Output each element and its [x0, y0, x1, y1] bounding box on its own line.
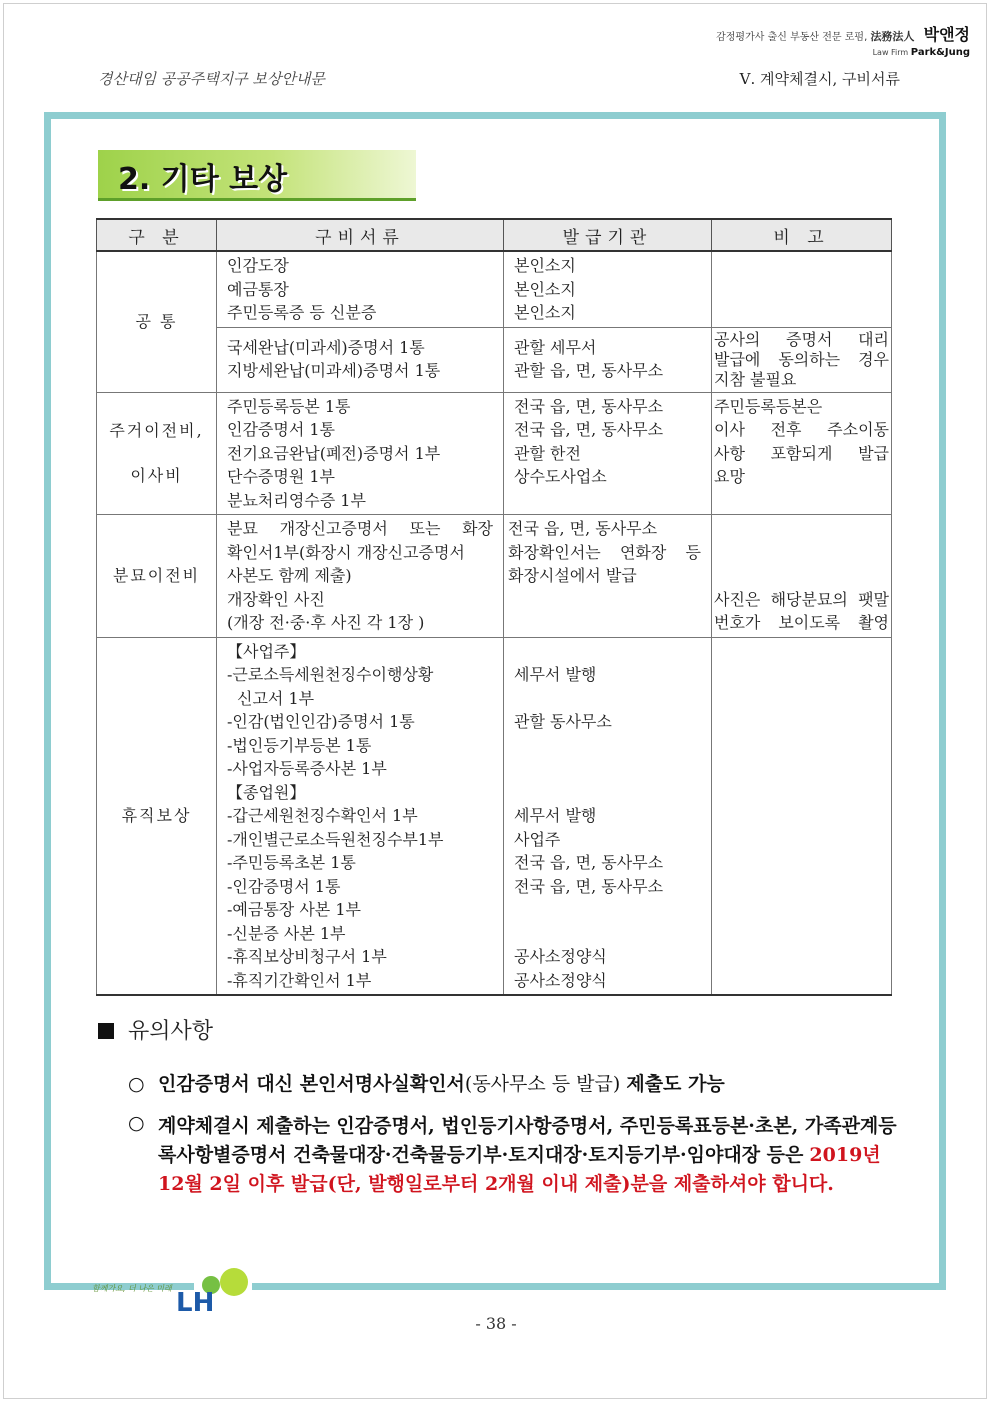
- chapter-title: Ⅴ. 계약체결시, 구비서류: [739, 70, 900, 88]
- issuer-item: 본인소지: [514, 279, 576, 299]
- document-item: 예금통장: [227, 279, 289, 299]
- remark-item: 요망: [714, 467, 745, 486]
- issuer-item: 관할 한전: [514, 443, 581, 463]
- remarks-cell: [712, 637, 892, 995]
- table-row-moving: [97, 392, 892, 515]
- section-title: 2. 기타 보상: [118, 162, 288, 197]
- note-item-2: ○ 계약체결시 제출하는 인감증명서, 법인등기사항증명서, 주민등록표등본·초본, 가족관계등록사항별증명서 건축물대장·건축물등기부·토지대장·토지등기부·임야대장 등은 2019년 12월 2일 이후 발급(단, 발행일로부터 2개월 이내 제출)분을 제출하셔야 합니다.: [128, 1112, 897, 1195]
- header-remarks: 비 고: [712, 219, 892, 251]
- firm-en-prefix: Law Firm: [872, 48, 909, 57]
- document-item: 단수증명원 1부: [227, 467, 336, 486]
- document-item: -법인등기부등본 1통: [227, 735, 372, 755]
- remarks-cell: [712, 327, 892, 392]
- issuer-item: 전국 읍, 면, 동사무소: [514, 876, 664, 896]
- issuer-cell: [504, 515, 712, 638]
- documents-cell: [217, 327, 504, 392]
- document-item: -휴직보상비청구서 1부: [227, 947, 387, 966]
- issuer-item: 관할 세무서: [514, 337, 597, 357]
- document-item: -사업자등록증사본 1부: [227, 759, 387, 778]
- remark-item: 주민등록등본은: [714, 396, 823, 416]
- documents-cell: [217, 251, 504, 327]
- remark-item: 번호가 보이도록 촬영: [714, 613, 889, 632]
- document-item: -예금통장 사본 1부: [227, 900, 361, 919]
- document-item: -신분증 사본 1부: [227, 923, 346, 943]
- notes-heading: [98, 1014, 213, 1045]
- firm-header: [716, 22, 970, 58]
- issuer-item: 사업주: [514, 829, 561, 849]
- note-item-1: ○ 인감증명서 대신 본인서명사실확인서(동사무소 등 발급) 제출도 가능: [128, 1073, 725, 1095]
- table-header-row: [97, 219, 892, 251]
- document-item: -갑근세원천징수확인서 1부: [227, 806, 418, 825]
- issuer-item: 공사소정양식: [514, 970, 607, 990]
- document-item: 국세완납(미과세)증명서 1통: [227, 337, 425, 357]
- document-title: 경산대임 공공주택지구 보상안내문: [98, 70, 325, 88]
- group-label-employer: 【사업주】: [227, 641, 306, 661]
- logo-dot-icon: [220, 1268, 248, 1296]
- circle-bullet-icon: ○: [128, 1073, 145, 1095]
- document-item: 분뇨처리영수증 1부: [227, 490, 366, 510]
- remarks-cell: [712, 392, 892, 515]
- issuer-item: 세무서 발행: [514, 806, 597, 825]
- document-item: 주민등록증 등 신분증: [227, 303, 377, 322]
- document-item: 지방세완납(미과세)증명서 1통: [227, 361, 441, 380]
- remark-item: 지참 불필요: [714, 369, 797, 389]
- category-moving: 주거이전비, 이사비: [97, 392, 217, 515]
- issuer-item: 전국 읍, 면, 동사무소: [514, 853, 664, 872]
- document-item: 인감증명서 1통: [227, 420, 336, 439]
- document-item: 주민등록등본 1통: [227, 396, 351, 416]
- table-row-common-a: [97, 251, 892, 327]
- remarks-cell: [712, 515, 892, 638]
- issuer-cell: [504, 251, 712, 327]
- document-item: 사본도 함께 제출): [227, 566, 352, 585]
- issuer-item: 관할 동사무소: [514, 712, 612, 731]
- group-label-employee: 【종업원】: [227, 782, 306, 802]
- header-issuer: 발급기관: [504, 219, 712, 251]
- document-item: 인감도장: [227, 256, 289, 275]
- issuer-cell: [504, 392, 712, 515]
- document-item: 분묘 개장신고증명서 또는 화장: [227, 519, 493, 538]
- category-common: 공 통: [97, 251, 217, 392]
- issuer-item: 본인소지: [514, 256, 576, 275]
- page-number: - 38 -: [475, 1314, 517, 1333]
- table-row-closure: [97, 637, 892, 995]
- firm-name: 박앤정: [923, 25, 970, 44]
- issuer-cell: [504, 327, 712, 392]
- remarks-cell: [712, 251, 892, 327]
- header-documents: 구비서류: [217, 219, 504, 251]
- document-item: -개인별근로소득원천징수부1부: [227, 829, 444, 849]
- documents-cell: [217, 637, 504, 995]
- notes-title: 유의사항: [128, 1019, 214, 1044]
- documents-cell: [217, 392, 504, 515]
- document-item: 전기요금완납(폐전)증명서 1부: [227, 443, 441, 463]
- remark-item: 발급에 동의하는 경우: [714, 349, 889, 369]
- document-item: -근로소득세원천징수이행상황: [227, 665, 434, 684]
- issuer-item: 관할 읍, 면, 동사무소: [514, 361, 664, 380]
- frame-bottom-right: [252, 1283, 946, 1290]
- firm-tagline: 감정평가사 출신 부동산 전문 로펌,: [716, 32, 868, 43]
- category-closure: 휴직보상: [97, 637, 217, 995]
- issuer-item: 전국 읍, 면, 동사무소: [514, 420, 664, 439]
- remark-item: 사진은 해당분묘의 팻말: [714, 589, 889, 609]
- lh-slogan: 함께가요, 더 나은 미래: [92, 1284, 172, 1293]
- document-item: (개장 전·중·후 사진 각 1장 ): [227, 613, 425, 632]
- issuer-item: 전국 읍, 면, 동사무소: [508, 519, 658, 538]
- remark-item: 공사의 증명서 대리: [714, 329, 889, 349]
- table-row-common-b: [97, 327, 892, 392]
- category-grave: 분묘이전비: [97, 515, 217, 638]
- issuer-item: 상수도사업소: [514, 467, 607, 486]
- issuer-item: 세무서 발행: [514, 665, 597, 684]
- issuer-item: 화장시설에서 발급: [508, 566, 637, 585]
- issuer-item: 화장확인서는 연화장 등: [508, 542, 701, 562]
- remark-item: 사항 포함되게 발급: [714, 443, 889, 463]
- issuer-item: 전국 읍, 면, 동사무소: [514, 396, 664, 416]
- document-item: -휴직기간확인서 1부: [227, 970, 372, 990]
- documents-table: [96, 218, 892, 996]
- document-item: -인감(법인인감)증명서 1통: [227, 712, 415, 731]
- document-item: 신고서 1부: [237, 688, 315, 708]
- issuer-item: 본인소지: [514, 303, 576, 322]
- section-heading: [98, 150, 416, 201]
- header-category: 구 분: [97, 219, 217, 251]
- firm-hanja: 法務法人: [870, 30, 915, 43]
- documents-cell: [217, 515, 504, 638]
- firm-en-name: Park&Jung: [910, 47, 970, 58]
- document-item: 개장확인 사진: [227, 589, 325, 609]
- issuer-item: 공사소정양식: [514, 947, 607, 966]
- circle-bullet-icon: ○: [128, 1112, 145, 1134]
- square-bullet-icon: [98, 1023, 114, 1039]
- document-item: -인감증명서 1통: [227, 876, 341, 896]
- remark-item: 이사 전후 주소이동: [714, 420, 889, 439]
- issuer-cell: [504, 637, 712, 995]
- document-item: -주민등록초본 1통: [227, 853, 356, 872]
- lh-logo-text: LH: [176, 1288, 215, 1318]
- table-row-grave: [97, 515, 892, 638]
- document-item: 확인서1부(화장시 개장신고증명서: [227, 542, 465, 562]
